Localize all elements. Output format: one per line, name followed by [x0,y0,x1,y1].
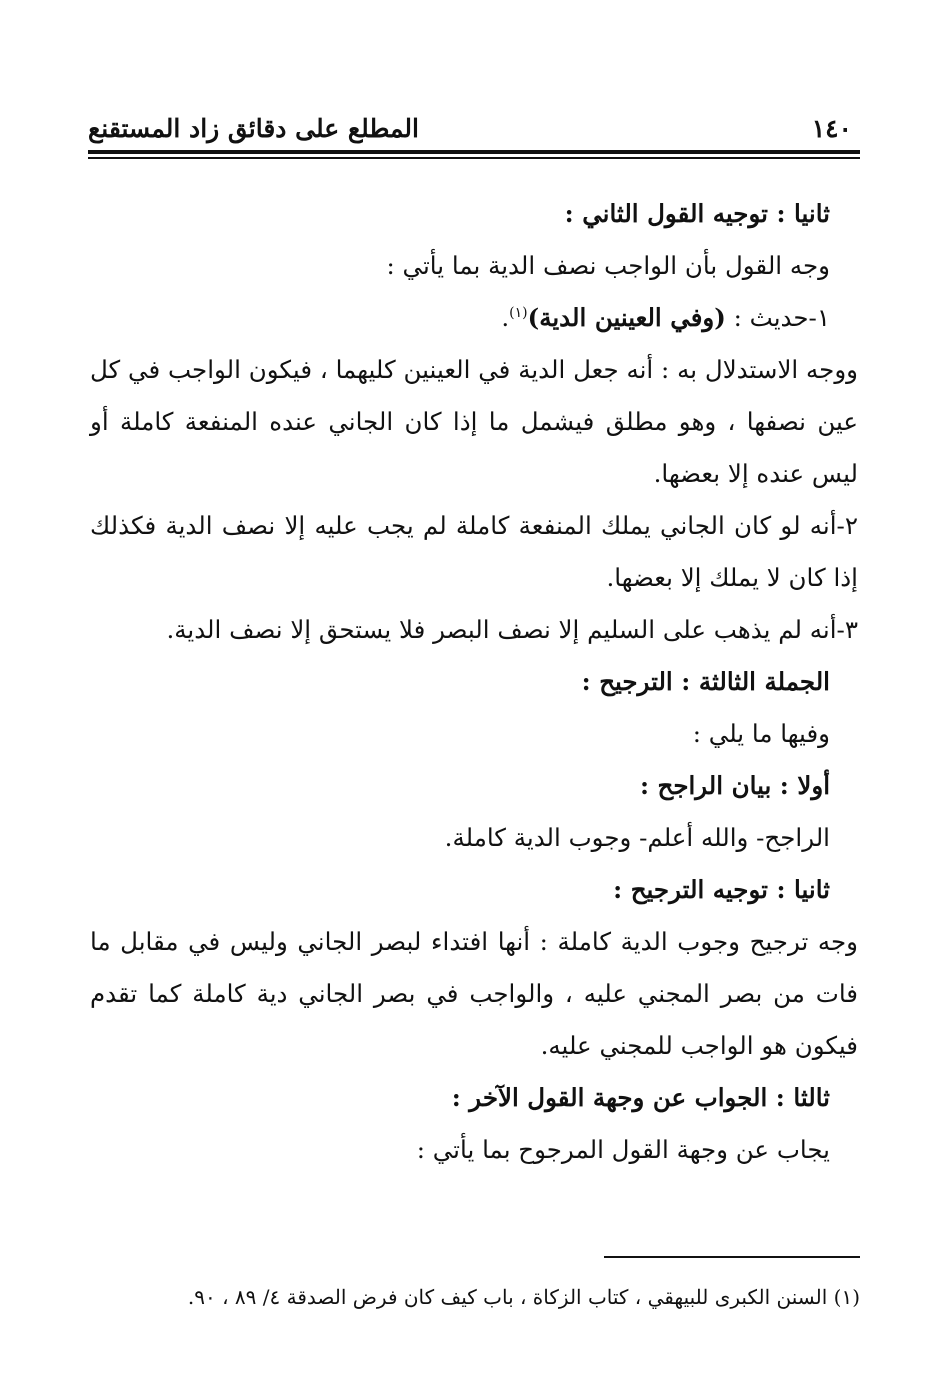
hadith-text: (وفي العينين الدية) [527,303,726,332]
paragraph: وجه القول بأن الواجب نصف الدية بما يأتي : [386,251,830,280]
paragraph: وجه ترجيح وجوب الدية كاملة : أنها افتداء لبصر الجاني وليس في مقابل ما فات من بصر المجني عليه ، والواجب في بصر الجاني دية كاملة كما تقدم فيكون هو الواجب للمجني عليه. [90,927,858,1060]
running-title: المطلع على دقائق زاد المستقنع [88,114,419,143]
footnote: (١) السنن الكبرى للبيهقي ، كتاب الزكاة ، باب كيف كان فرض الصدقة ٤/ ٨٩ ، ٩٠. [187,1285,860,1309]
section-heading: ثانيا : توجيه القول الثاني : [564,199,830,228]
footnote-ref: (١) [509,304,528,321]
list-item: ٣-أنه لم يذهب على السليم إلا نصف البصر فلا يستحق إلا نصف الدية. [166,615,858,644]
hadith-item [90,292,830,344]
header-rule-thin [88,157,860,159]
section-heading: ثانيا : توجيه الترجيح : [613,875,830,904]
main-text [90,188,858,1176]
header-rule-thick [88,150,860,154]
page-header [88,112,860,148]
page-number: ١٤٠ [811,114,852,143]
section-heading: أولا : بيان الراجح : [639,771,830,800]
section-heading: الجملة الثالثة : الترجيح : [581,667,830,696]
list-item: ٢-أنه لو كان الجاني يملك المنفعة كاملة لم يجب عليه إلا نصف الدية فكذلك إذا كان لا يملك إلا بعضها. [90,511,858,592]
hadith-suffix: . [501,303,510,332]
paragraph: وفيها ما يلي : [692,719,830,748]
paragraph: الراجح- والله أعلم- وجوب الدية كاملة. [444,823,830,852]
paragraph: ووجه الاستدلال به : أنه جعل الدية في العينين كليهما ، فيكون الواجب في كل عين نصفها ، وهو مطلق فيشمل ما إذا كان الجاني عنده المنفعة كاملة أو ليس عنده إلا بعضها. [90,355,858,488]
section-heading: ثالثا : الجواب عن وجهة القول الآخر : [451,1083,830,1112]
hadith-prefix: ١-حديث : [725,303,830,332]
paragraph: يجاب عن وجهة القول المرجوح بما يأتي : [416,1135,830,1164]
footnote-separator [604,1256,860,1258]
